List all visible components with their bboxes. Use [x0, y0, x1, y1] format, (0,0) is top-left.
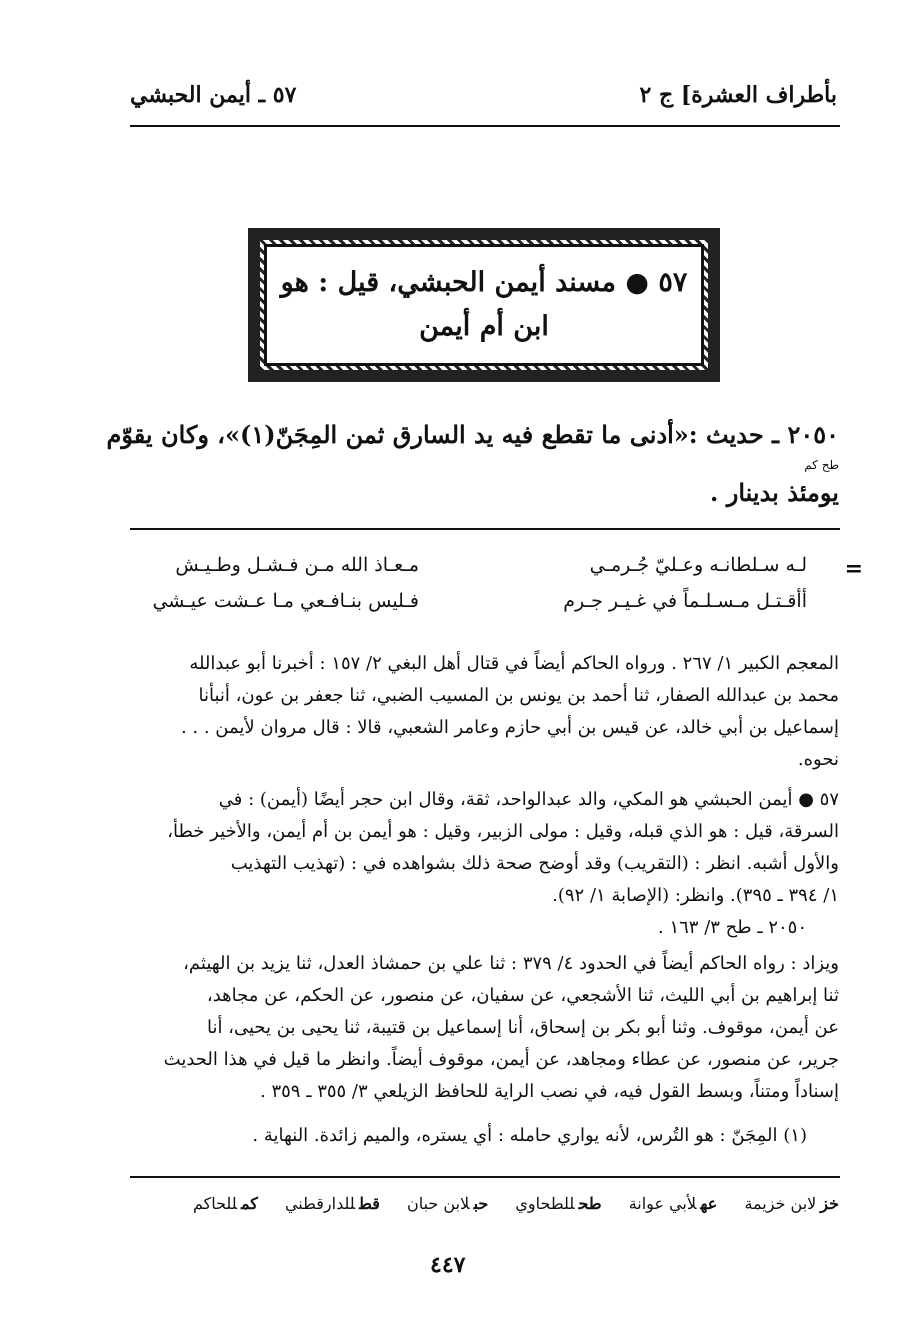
footnote-line: السرقة، قيل : هو الذي قبله، وقيل : مولى الزبير، وقيل : هو أيمن بن أم أيمن، والأخير خطأ، [167, 821, 839, 842]
sigla-item [629, 1194, 718, 1213]
sigla-code: كم [241, 1194, 258, 1213]
continuation-mark: = [844, 556, 863, 582]
running-header-left: ٥٧ ـ أيمن الحبشي [130, 82, 297, 108]
sigla-item [744, 1194, 839, 1213]
verse-1-left: مـعـاذ الله مـن فـشـل وطـيـش [175, 554, 419, 576]
sigla-item [193, 1194, 258, 1213]
hadith-text-line-1: ٢٠٥٠ ـ حديث :«أدنى ما تقطع فيه يد السارق ثمن المِجَنّ(١)»، وكان يقوّم [106, 420, 839, 449]
footnote-line: ثنا إبراهيم بن أبي الليث، ثنا الأشجعي، عن سفيان، عن منصور، عن الحكم، عن مجاهد، [206, 985, 839, 1006]
hadith-text-line-2: يومئذ بدينار . [710, 478, 839, 507]
hadith-sigla: طح كم [804, 458, 839, 472]
running-header-right: بأطراف العشرة] ج ٢ [639, 82, 837, 108]
sigla-name: لابن خزيمة [744, 1194, 817, 1213]
footnote-line: محمد بن عبدالله الصفار، ثنا أحمد بن يونس بن المسيب الضبي، ثنا جعفر بن عون، أنبأنا [198, 685, 839, 706]
header-rule [130, 125, 840, 127]
footnote-line: ويزاد : رواه الحاكم أيضاً في الحدود ٤/ ٣٧٩ : ثنا علي بن حمشاذ العدل، ثنا يزيد بن الهيثم، [183, 953, 839, 974]
sigla-code: حب [473, 1194, 489, 1213]
verse-2-right: أأقـتـل مـسـلـماً في غـيـر جـرم [563, 590, 807, 612]
verse-2-left: فـليس بنـافـعي مـا عـشت عيـشي [152, 590, 419, 612]
footnote-line: إسماعيل بن أبي خالد، عن قيس بن أبي حازم وعامر الشعبي، قالا : قال مروان لأيمن . . . [180, 717, 839, 738]
footnote-line: ٥٧ ● أيمن الحبشي هو المكي، والد عبدالواحد، ثقة، وقال ابن حجر أيضًا (أيمن) : في [218, 789, 839, 810]
chapter-title-line-1: ٥٧ ● مسند أيمن الحبشي، قيل : هو [280, 267, 688, 298]
sigla-code: قط [359, 1194, 380, 1213]
sigla-code: خز [820, 1194, 839, 1213]
chapter-title-frame [248, 228, 720, 382]
sigla-separator [130, 1176, 840, 1178]
sigla-legend [171, 1194, 839, 1213]
chapter-title-box [264, 244, 704, 366]
footnote-separator [130, 528, 840, 530]
sigla-name: للدارقطني [284, 1194, 356, 1213]
footnote-line: إسناداً ومتناً، وبسط القول فيه، في نصب الراية للحافظ الزيلعي ٣/ ٣٥٥ ـ ٣٥٩ . [260, 1081, 839, 1102]
sigla-code: عه [700, 1194, 718, 1213]
footnote-line: ١/ ٣٩٤ ـ ٣٩٥). وانظر: (الإصابة ١/ ٩٢). [552, 885, 839, 906]
footnote-line: جرير، عن منصور، عن عطاء ومجاهد، عن أيمن، موقوف أيضاً. وانظر ما قيل في هذا الحديث [163, 1049, 839, 1070]
footnote-line: (١) المِجَنّ : هو التُرس، لأنه يواري حامله : أي يستره، والميم زائدة. النهاية . [252, 1125, 807, 1146]
sigla-name: للطحاوي [515, 1194, 575, 1213]
verse-1-right: لـه سـلطانـه وعـليّ جُـرمـي [589, 554, 807, 576]
footnote-line: عن أيمن، موقوف. وثنا أبو بكر بن إسحاق، أنا إسماعيل بن قتيبة، ثنا يحيى بن يحيى، أنا [206, 1017, 839, 1038]
sigla-item [407, 1194, 488, 1213]
sigla-name: لأبي عوانة [628, 1194, 697, 1213]
sigla-code: طح [578, 1194, 602, 1213]
footnote-line: المعجم الكبير ١/ ٢٦٧ . ورواه الحاكم أيضاً في قتال أهل البغي ٢/ ١٥٧ : أخبرنا أبو عبدالله [189, 653, 839, 674]
footnote-line: والأول أشبه. انظر : (التقريب) وقد أوضح صحة ذلك بشواهده في : (تهذيب التهذيب [230, 853, 839, 874]
footnote-line: نحوه. [797, 749, 839, 770]
footnote-line: ٢٠٥٠ ـ طح ٣/ ١٦٣ . [658, 917, 807, 938]
page-number: ٤٤٧ [430, 1252, 466, 1278]
sigla-item [515, 1194, 601, 1213]
sigla-item [285, 1194, 380, 1213]
chapter-title-line-2: ابن أم أيمن [419, 311, 549, 342]
sigla-name: لابن حبان [406, 1194, 470, 1213]
sigla-name: للحاكم [192, 1194, 237, 1213]
